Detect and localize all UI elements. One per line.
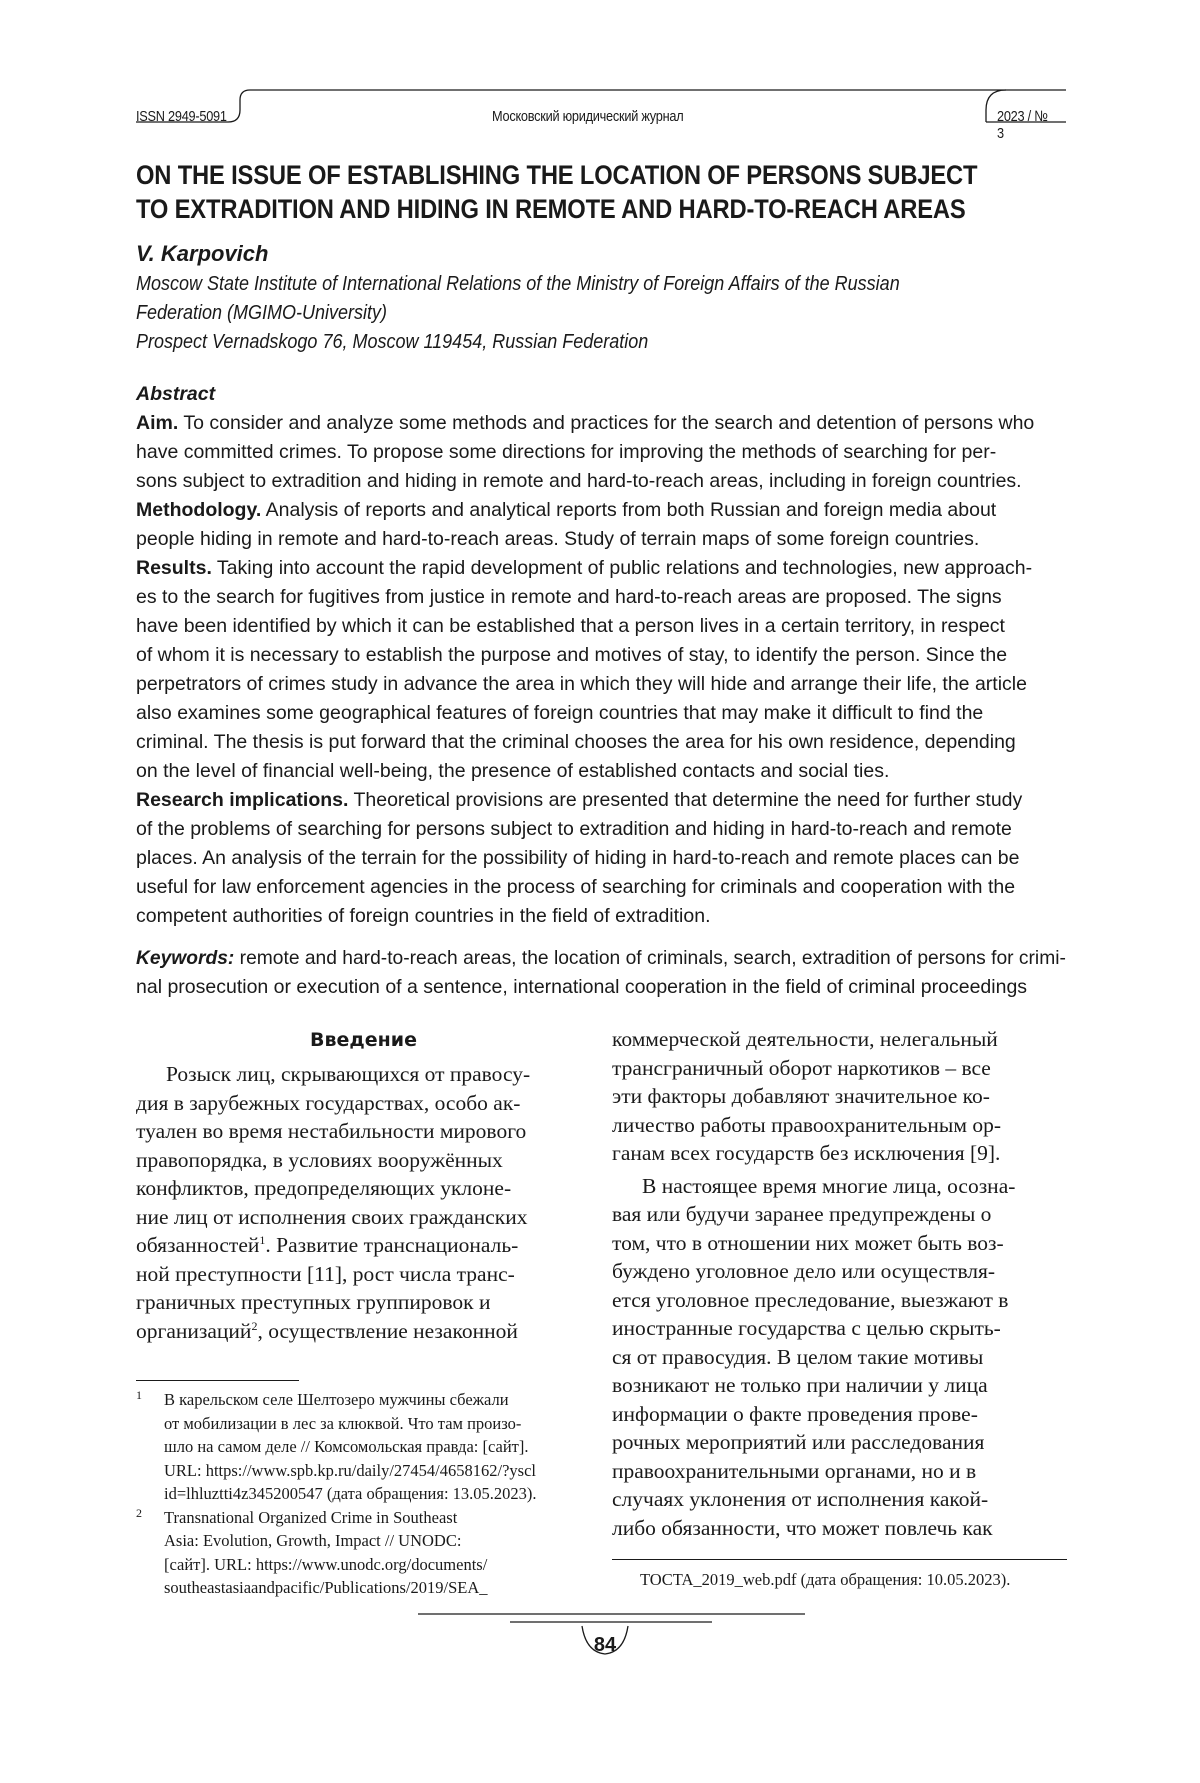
body-line: дия в зарубежных государствах, особо ак-	[136, 1090, 521, 1115]
footnote-line: шло на самом деле // Комсомольская правда: [сайт].	[164, 1437, 529, 1456]
body-line: рочных мероприятий или расследования	[612, 1430, 985, 1454]
keywords	[136, 944, 1066, 1002]
body-line: ной преступности [11], рост числа транс-	[136, 1261, 515, 1286]
footnote-line[interactable]: southeastasiaandpacific/Publications/2019/SEA_	[164, 1578, 488, 1597]
body-line: ние лиц от исполнения своих гражданских	[136, 1204, 528, 1229]
section-heading: Введение	[310, 1029, 417, 1051]
body-line	[136, 1317, 591, 1346]
keywords-label: Keywords:	[136, 947, 235, 969]
footnote-line: Transnational Organized Crime in Southeast	[164, 1507, 458, 1527]
footnote-line[interactable]: URL: https://www.spb.kp.ru/daily/27454/4658162/?yscl	[164, 1460, 536, 1480]
body-line: либо обязанности, что может повлечь как	[612, 1515, 993, 1540]
affiliation-line: Federation (MGIMO-University)	[136, 302, 388, 324]
body-line: ся от правосудия. В целом такие мотивы	[612, 1344, 984, 1369]
abstract-line	[136, 554, 1066, 583]
abstract-line: es to the search for fugitives from justice in remote and hard-to-reach areas are proposed. The signs	[136, 586, 1002, 608]
abstract-line: places. An analysis of the terrain for the possibility of hiding in hard-to-reach and remote places can be	[136, 847, 1020, 869]
body-text: . Развитие транснациональ-	[265, 1233, 519, 1257]
footnote-number: 2	[136, 1505, 142, 1520]
abstract-line	[136, 786, 1066, 815]
body-line: конфликтов, предопределяющих уклоне-	[136, 1176, 512, 1200]
body-line: иностранные государства с целью скрыть-	[612, 1316, 1001, 1340]
results-label: Results.	[136, 557, 212, 579]
body-line: правопорядка, в условиях вооружённых	[136, 1147, 503, 1172]
body-line: Розыск лиц, скрывающихся от правосу-	[166, 1062, 531, 1086]
journal-name: Московский юридический журнал	[492, 108, 684, 125]
footnote-line: Asia: Evolution, Growth, Impact // UNODC:	[164, 1531, 462, 1550]
abstract	[136, 380, 1066, 1002]
body-line: трансграничный оборот наркотиков – все	[612, 1055, 991, 1080]
implications-label: Research implications.	[136, 789, 349, 811]
body-line: личество работы правоохранительным ор-	[612, 1112, 1001, 1137]
body-line: правоохранительными органами, но и в	[612, 1458, 977, 1483]
abstract-text: Analysis of reports and analytical reports from both Russian and foreign media about	[261, 499, 997, 521]
footnote-line: id=lhluztti4z345200547 (дата обращения: 13.05.2023).	[164, 1484, 537, 1503]
abstract-line: competent authorities of foreign countries in the field of extradition.	[136, 905, 711, 927]
footnote-line[interactable]: [сайт]. URL: https://www.unodc.org/documents/	[164, 1554, 488, 1574]
footnotes-left	[136, 1388, 591, 1600]
methodology-label: Methodology.	[136, 499, 262, 521]
body-line: информации о факте проведения прове-	[612, 1401, 978, 1426]
footnote-2	[136, 1506, 591, 1600]
abstract-line: have been identified by which it can be established that a person lives in a certain territory, in respect	[136, 615, 1005, 637]
abstract-line: useful for law enforcement agencies in the process of searching for criminals and cooperation with the	[136, 876, 1016, 898]
body-column-left	[136, 1028, 591, 1345]
keywords-text: remote and hard-to-reach areas, the location of criminals, search, extradition of persons for crimi-	[234, 947, 1066, 969]
body-line: вая или будучи заранее предупреждены о	[612, 1202, 992, 1226]
body-line: ется уголовное преследование, выезжают в	[612, 1287, 1009, 1312]
footnote-1	[136, 1388, 591, 1506]
footnote-divider	[136, 1380, 299, 1381]
body-line: ганам всех государств без исключения [9].	[612, 1141, 1001, 1165]
body-line: буждено уголовное дело или осуществля-	[612, 1259, 996, 1283]
keywords-line: nal prosecution or execution of a sentence, international cooperation in the field of criminal proceedings	[136, 976, 1028, 998]
abstract-line: perpetrators of crimes study in advance the area in which they will hide and arrange their life, the article	[136, 673, 1027, 695]
body-line: граничных преступных группировок и	[136, 1290, 491, 1314]
footnote-number: 1	[136, 1388, 142, 1402]
abstract-text: Theoretical provisions are presented that determine the need for further study	[348, 789, 1023, 811]
affiliation-line: Prospect Vernadskogo 76, Moscow 119454, Russian Federation	[136, 331, 649, 353]
title-line: TO EXTRADITION AND HIDING IN REMOTE AND HARD-TO-REACH AREAS	[136, 194, 966, 224]
issue-label: 2023 / № 3	[997, 108, 1048, 142]
author-name: V. Karpovich	[136, 241, 269, 266]
body-line: том, что в отношении них может быть воз-	[612, 1230, 1004, 1255]
keywords-line	[136, 944, 1066, 973]
page-number: 84	[593, 1634, 617, 1656]
body-text: , осуществление незаконной	[257, 1318, 518, 1343]
abstract-text: To consider and analyze some methods and practices for the search and detention of persons who	[178, 412, 1035, 434]
issn-label: ISSN 2949-5091	[136, 108, 227, 125]
abstract-line: have committed crimes. To propose some directions for improving the methods of searching for per-	[136, 441, 997, 463]
running-header	[136, 88, 1066, 140]
body-line: случаях уклонения от исполнения какой-	[612, 1487, 989, 1511]
title-line: ON THE ISSUE OF ESTABLISHING THE LOCATION OF PERSONS SUBJECT	[136, 160, 978, 190]
body-line	[136, 1231, 591, 1260]
footnote-ref-2[interactable]: 2	[251, 1318, 258, 1333]
abstract-line	[136, 496, 1066, 525]
footnote-line: В карельском селе Шелтозеро мужчины сбежали	[164, 1390, 509, 1409]
body-line: эти факторы добавляют значительное ко-	[612, 1084, 990, 1108]
page-footer	[400, 1612, 810, 1672]
footnote-continuation[interactable]: TOCTA_2019_web.pdf (дата обращения: 10.05.2023).	[640, 1570, 1011, 1589]
abstract-line	[136, 409, 1066, 438]
affiliation-line: Moscow State Institute of International Relations of the Ministry of Foreign Affairs of the Russian	[136, 273, 900, 295]
aim-label: Aim.	[136, 412, 179, 434]
author-affiliation	[136, 270, 1066, 357]
abstract-line: people hiding in remote and hard-to-reach areas. Study of terrain maps of some foreign countries.	[136, 528, 980, 550]
footnotes-right	[640, 1568, 1070, 1591]
abstract-line: on the level of financial well-being, the presence of established contacts and social ties.	[136, 760, 890, 782]
abstract-line: of the problems of searching for persons subject to extradition and hiding in hard-to-reach and remote	[136, 818, 1012, 840]
article-title	[136, 158, 1066, 226]
abstract-line: sons subject to extradition and hiding in remote and hard-to-reach areas, including in foreign countries.	[136, 470, 1022, 492]
body-line: В настоящее время многие лица, осозна-	[642, 1173, 1016, 1198]
abstract-line: also examines some geographical features of foreign countries that may make it difficult to find the	[136, 702, 984, 724]
body-line: туален во время нестабильности мирового	[136, 1119, 527, 1143]
body-text: организаций	[136, 1318, 252, 1343]
body-line: коммерческой деятельности, нелегальный	[612, 1027, 998, 1051]
abstract-line: of whom it is necessary to establish the purpose and motives of stay, to identify the person. Since the	[136, 644, 1008, 666]
footnote-ref-1[interactable]: 1	[259, 1232, 266, 1247]
abstract-heading: Abstract	[136, 383, 216, 405]
footnote-line: от мобилизации в лес за клюквой. Что там произо-	[164, 1413, 522, 1433]
footnote-divider	[612, 1559, 1067, 1560]
body-line: возникают не только при наличии у лица	[612, 1373, 988, 1397]
body-text: обязанностей	[136, 1233, 260, 1257]
body-column-right	[612, 1025, 1067, 1542]
abstract-line: criminal. The thesis is put forward that the criminal chooses the area for his own residence, depending	[136, 731, 1016, 753]
abstract-text: Taking into account the rapid development of public relations and technologies, new approach-	[211, 557, 1033, 579]
